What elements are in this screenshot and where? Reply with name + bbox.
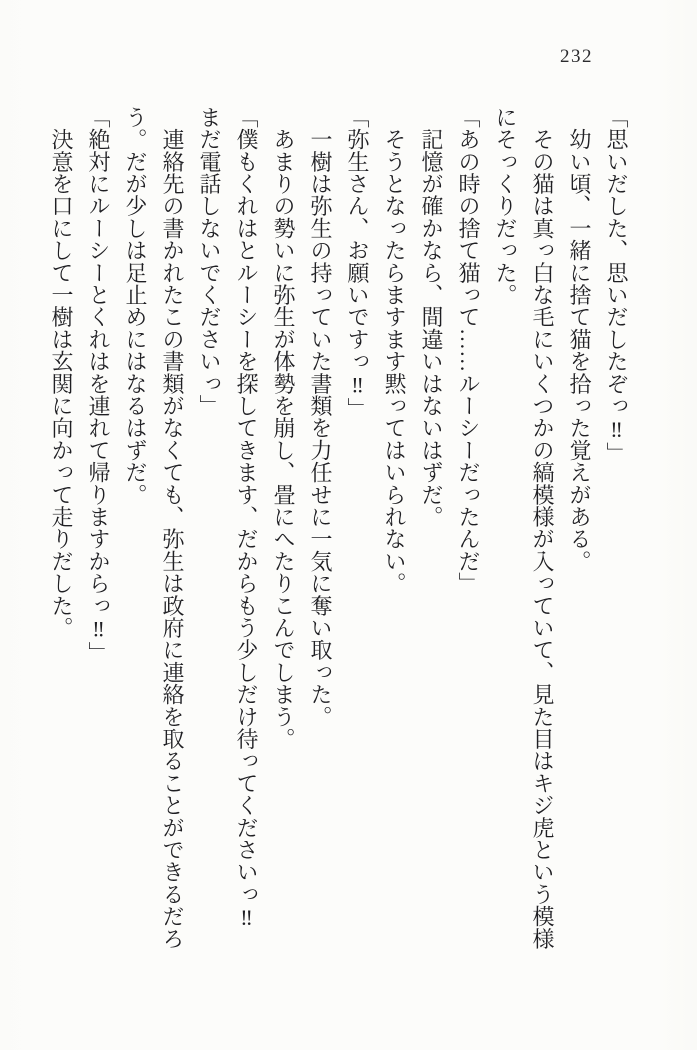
text-line: 「思いだした、思いだしたぞっ‼」	[604, 106, 629, 465]
text-line: まだ電話しないでくださいっ」	[197, 106, 222, 417]
text-line: 記憶が確かなら、間違いはないはずだ。	[419, 106, 444, 528]
text-line: 連絡先の書かれたこの書類がなくても、弥生は政府に連絡を取ることができるだろ	[160, 106, 185, 950]
text-line: あまりの勢いに弥生が体勢を崩し、畳にへたりこんでしまう。	[271, 106, 296, 750]
text-line: その猫は真っ白な毛にいくつかの縞模様が入っていて、見た目はキジ虎という模様	[530, 106, 555, 950]
text-line: 決意を口にして一樹は玄関に向かって走りだした。	[49, 106, 74, 639]
text-line: 幼い頃、一緒に捨て猫を拾った覚えがある。	[567, 106, 592, 573]
text-line: 「あの時の捨て猫って……ルーシーだったんだ」	[456, 106, 481, 595]
body-text	[43, 106, 635, 986]
text-line: 「弥生さん、お願いですっ‼」	[345, 106, 370, 420]
page-number: 232	[560, 46, 593, 67]
text-line: 一樹は弥生の持っていた書類を力任せに一気に奪い取った。	[308, 106, 333, 728]
text-line: 「絶対にルーシーとくれはを連れて帰りますからっ‼」	[86, 106, 111, 664]
text-line: う。だが少しは足止めにはなるはずだ。	[123, 106, 148, 506]
text-line: にそっくりだった。	[493, 106, 518, 306]
text-line: 「僕もくれはとルーシーを探してきます、だからもう少しだけ待ってくださいっ‼	[234, 106, 259, 931]
text-line: そうとなったらますます黙ってはいられない。	[382, 106, 407, 595]
